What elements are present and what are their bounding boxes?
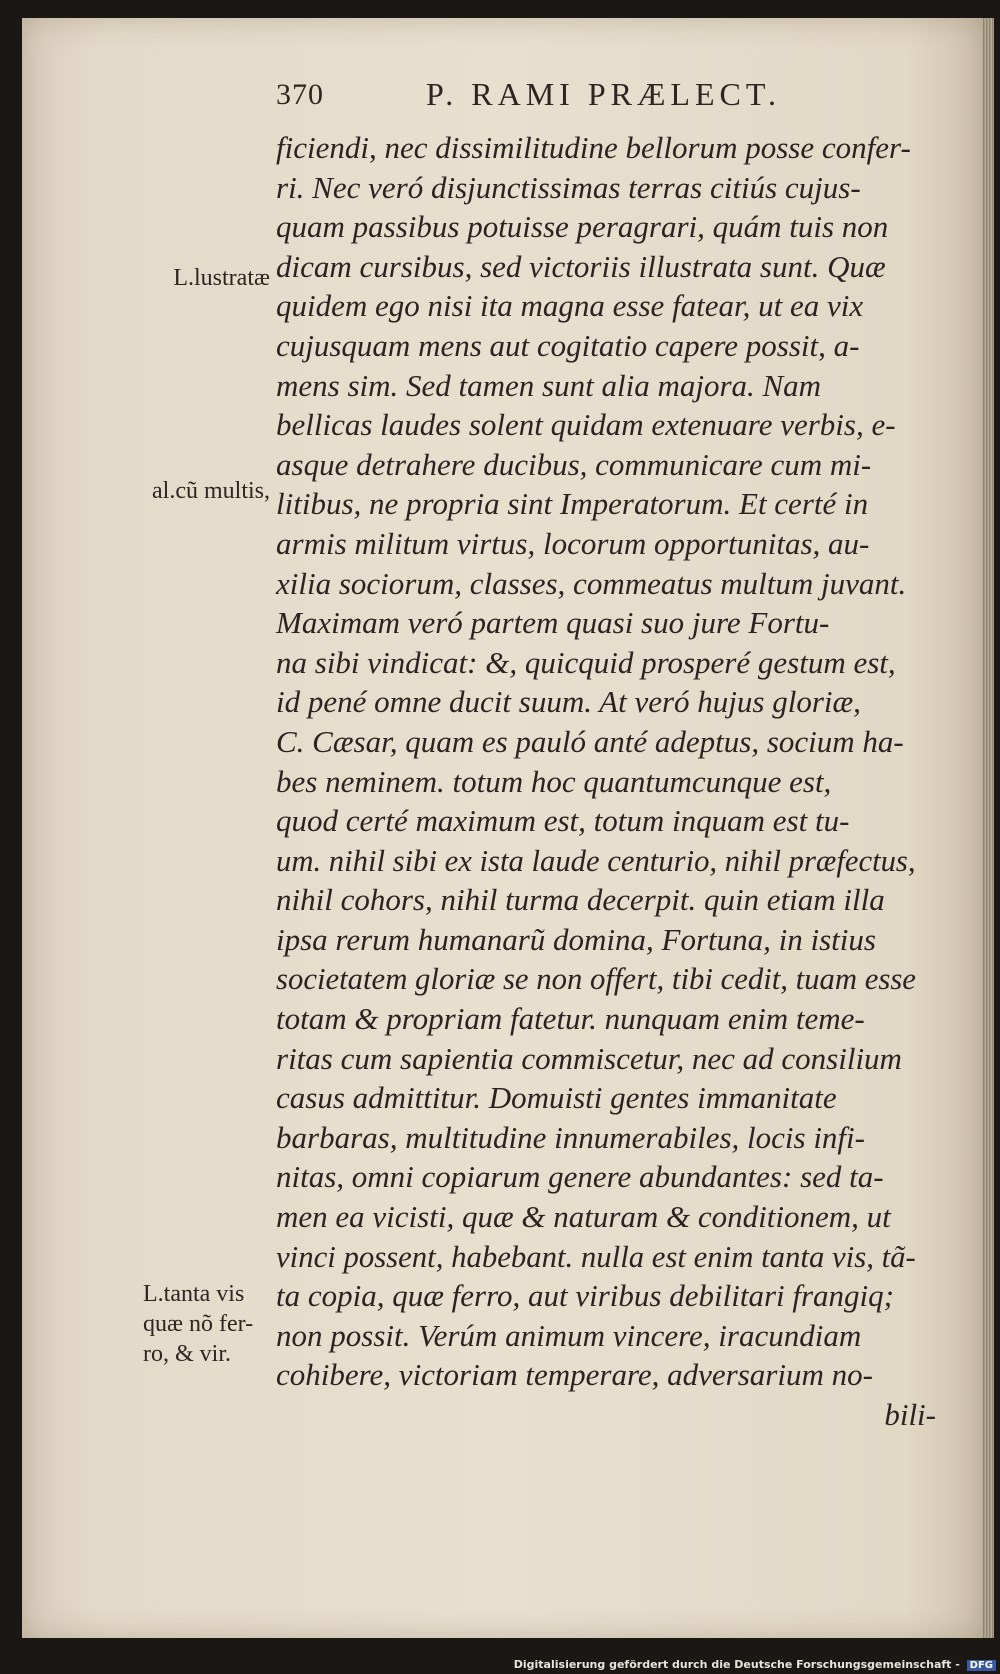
text-line: ficiendi, nec dissimilitudine bellorum posse confer- <box>276 130 911 165</box>
text-line: Maximam veró partem quasi suo jure Fortu- <box>276 605 830 641</box>
text-line: bili- <box>884 1397 936 1432</box>
margin-note-3 <box>143 1279 293 1369</box>
text-line: id pené omne ducit suum. At veró hujus gloriæ, <box>276 684 861 720</box>
body-text <box>276 128 966 1435</box>
text-line: societatem gloriæ se non offert, tibi cedit, tuam esse <box>276 961 916 997</box>
text-line: ritas cum sapientia commiscetur, nec ad consilium <box>276 1040 902 1076</box>
text-line: quidem ego nisi ita magna esse fatear, ut ea vix <box>276 288 864 324</box>
text-line: na sibi vindicat: &, quicquid prosperé gestum est, <box>276 644 896 680</box>
margin-note-1: L.lustratæ <box>173 265 270 291</box>
text-line: vinci possent, habebant. nulla est enim tanta vis, tã- <box>276 1238 916 1274</box>
text-line: quam passibus potuisse peragrari, quám tuis non <box>276 209 889 245</box>
text-line: C. Cæsar, quam es pauló anté adeptus, socium ha- <box>276 723 904 759</box>
text-line: ipsa rerum humanarũ domina, Fortuna, in istius <box>276 921 876 957</box>
text-line: men ea vicisti, quæ & naturam & conditionem, ut <box>276 1199 891 1235</box>
margin-note-3-line: quæ nõ fer- <box>143 1311 254 1337</box>
text-line: nihil cohors, nihil turma decerpit. quin etiam illa <box>276 882 885 918</box>
text-line: bellicas laudes solent quidam extenuare verbis, e- <box>276 407 896 443</box>
text-line: casus admittitur. Domuisti gentes immanitate <box>276 1080 837 1116</box>
text-line: mens sim. Sed tamen sunt alia majora. Nam <box>276 367 822 403</box>
digitization-credit <box>514 1658 996 1671</box>
text-line: xilia sociorum, classes, commeatus multum juvant. <box>276 565 907 601</box>
margin-note-3-line: ro, & vir. <box>143 1341 231 1367</box>
dfg-logo: DFG <box>967 1660 996 1671</box>
text-line: litibus, ne propria sint Imperatorum. Et certé in <box>276 486 869 522</box>
page-header <box>276 70 916 118</box>
text-line: cohibere, victoriam temperare, adversarium no- <box>276 1357 873 1393</box>
text-line: asque detrahere ducibus, communicare cum mi- <box>276 446 872 482</box>
credit-text: Digitalisierung gefördert durch die Deutsche Forschungsgemeinschaft - <box>513 1658 960 1671</box>
running-title: P. RAMI PRÆLECT. <box>426 76 782 112</box>
text-line: cujusquam mens aut cogitatio capere possit, a- <box>276 327 860 363</box>
page-number: 370 <box>276 78 324 111</box>
text-line: dicam cursibus, sed victoriis illustrata sunt. Quæ <box>276 248 886 284</box>
text-line: bes neminem. totum hoc quantumcunque est, <box>276 763 832 799</box>
text-line: nitas, omni copiarum genere abundantes: sed ta- <box>276 1159 884 1195</box>
margin-note-3-line: L.tanta vis <box>143 1281 245 1307</box>
text-line: totam & propriam fatetur. nunquam enim teme- <box>276 1001 865 1037</box>
margin-note-2: al.cũ multis, <box>152 478 270 504</box>
text-line: ri. Nec veró disjunctissimas terras citiús cujus- <box>276 169 861 205</box>
page-edge <box>982 18 994 1638</box>
text-line: barbaras, multitudine innumerabiles, locis infi- <box>276 1119 865 1155</box>
text-line: non possit. Verúm animum vincere, iracundiam <box>276 1317 862 1353</box>
text-line: quod certé maximum est, totum inquam est tu- <box>276 803 850 839</box>
text-line: um. nihil sibi ex ista laude centurio, nihil præfectus, <box>276 842 916 878</box>
text-line: armis militum virtus, locorum opportunitas, au- <box>276 525 870 561</box>
text-line: ta copia, quæ ferro, aut viribus debilitari frangiq; <box>276 1278 894 1314</box>
